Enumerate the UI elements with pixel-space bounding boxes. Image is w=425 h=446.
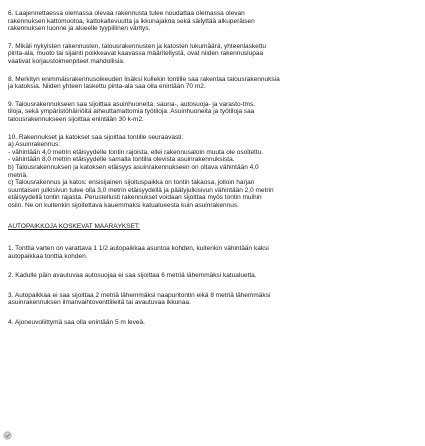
paragraph-9 [8,101,417,124]
parking-rule-4 [8,319,417,327]
section-heading-parking [8,223,417,231]
text-line: 7. Mikäli nykyisten rakennusten, talousrakennusten ja katosten lukumäärä, yhteenlaskettu [8,42,266,50]
paragraph-10 [8,134,417,210]
text-line: rakennuksen luonne ja alueelle tyypillinen väritys. [8,25,151,33]
text-line: c) Talousrakennus ja katos: ensisijainen sijoituspaikka on tontin takaosa, jolloin harjan [8,179,255,187]
text-line: 2. Kadulle päin avautuvaa autosuojaa ei saa sijoittaa 6 metriä lähemmäksi katualuetta. [8,272,257,280]
paragraph-7 [8,43,417,66]
text-line: autopaikkaa tonttia kohden. [8,252,88,260]
text-line: 8. Merkityn enimmäisrakennusoikeuden lisäksi kullekin tontille saa rakentaa talousrakennuksia [8,75,280,83]
parking-rule-1 [8,245,417,260]
paragraph-8 [8,76,417,91]
text-line: rakennuksen kattomuotoa, kattokaltevuutta ja ikkunajakoa sekä säilyttää alkuperäisen [8,17,255,25]
text-line: talousrakennukseen sijoittaa enintään 30 k-m2. [8,115,144,123]
text-line: 3. Autopaikkaa ei saa sijoittaa 2 metriä lähemmäksi naapuritontin eikä 8 metriä lähemmäksi [8,291,271,299]
text-line: 4. Ajoneuvoliittymä saa olla enintään 5 m leveä. [8,319,145,327]
text-line: - vähintään 4,0 metrin etäisyydelle tontin rajoista, ellei rakennusaloin muuta ole osoitettu. [8,148,264,156]
text-line: 1. Tonttia varten on varattava 1 1/2 autopaikkaa asuntoa kohden, kuitenkin vähintään kaksi [8,245,269,253]
heading-text: AUTOPAIKKOJA KOSKEVAT MÄÄRÄYKSET: [8,223,140,231]
text-line: 6. Laajennettaessa olemassa olevaa rakennusta tulee noudattaa olemassa olevan [8,10,245,17]
paragraph-6 [8,10,417,33]
parking-rule-2 [8,272,417,280]
text-line: etäisyydellä tontin rajasta. Perustellusti rakennukset voidaan sijoittaa myös tontin muihin [8,194,262,202]
text-line: - vähintään 8,0 metrin etäisyydelle samalla tontilla olevista asuinrakennuksista. [8,156,235,164]
text-line: vaativat korjaustoimenpiteet mahdollisia. [8,57,125,65]
text-line: asuinrakennuksen ilmanvaihtoventtiileitä tai avautuvaa ikkunaa. [8,299,191,307]
text-line: b) Talousrakennuksen ja katoksen etäisyys asuinrakennukseen on oltava vähintään 4,0 [8,163,259,171]
text-line: tiloja, sekä ympäristöhäiriöitä aiheuttamattomia työtiloja. Asuinhuoneita ja työtiloja saa [8,108,255,116]
parking-rule-3 [8,292,417,307]
text-line: metriä. [8,171,28,179]
text-line: ja katoksia. Niiden yhteen laskettu pinta-ala saa olla enintään 70 m2. [8,83,206,91]
watermark-icon [3,431,12,440]
text-line: a) Asuinrakennus: [8,141,61,149]
text-line: 9. Talousrakennukseen saa sijoittaa asuinhuoneita, sauna-, autosuoja- ja varasto-tms. [8,100,256,108]
text-line: suuntaisen julkisivun tulee olla 3,0 metrin etäisyydellä ja päätyjulkisivun vähintään 2,0 metrin [8,186,274,194]
text-line: 10. Rakennukset ja katokset saa sijoittaa tontille seuraavasti: [8,133,184,141]
text-line: osiin. Ne on kuitenkin sijoitettava kauemmaksi katualueesta kuin asuinrakennus. [8,201,239,209]
text-line: pinta-ala, muoto tai sijainti poikkeavat kaavassa määritellystä, ovat niiden rakennuslupaa [8,50,264,58]
